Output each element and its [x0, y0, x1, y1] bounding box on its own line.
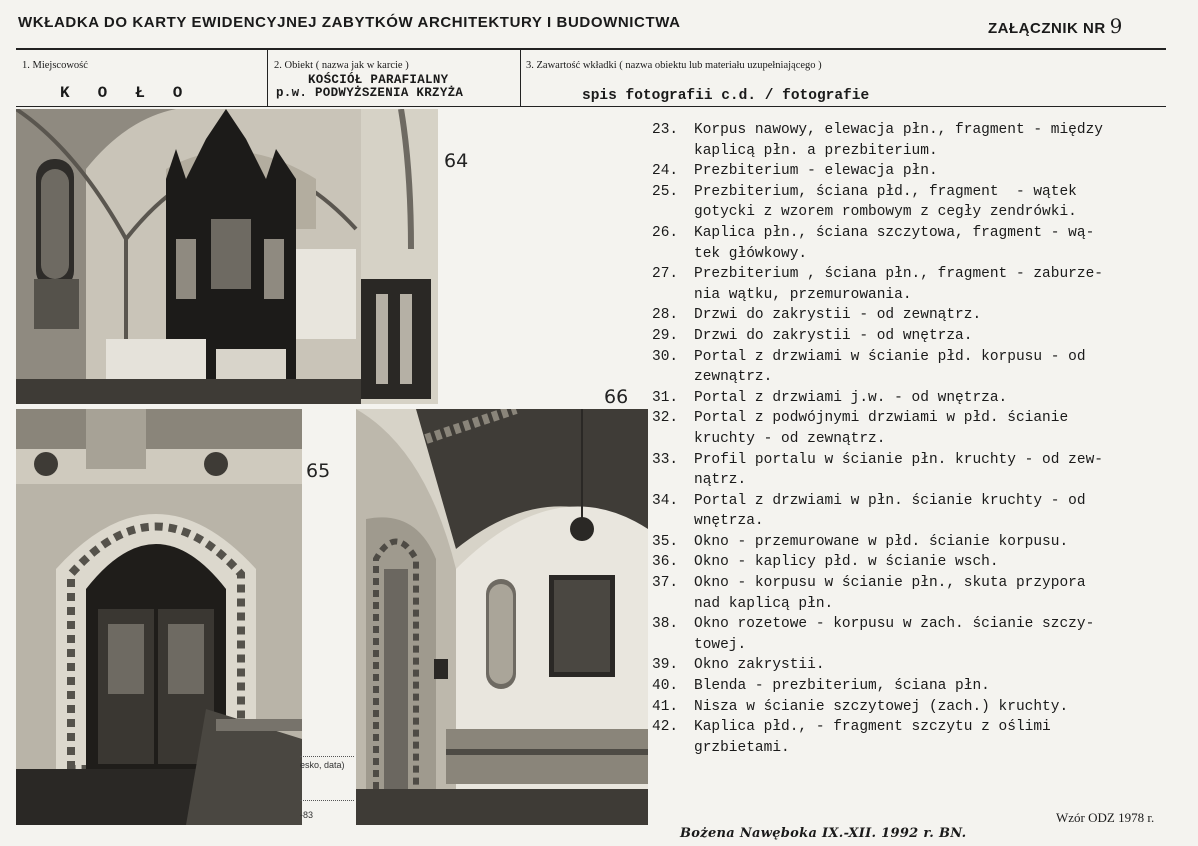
list-item — [652, 120, 1182, 161]
list-item — [652, 676, 1182, 697]
annex-label-text: ZAŁĄCZNIK NR — [988, 20, 1106, 37]
list-item — [652, 655, 1182, 676]
header-rule-bottom — [16, 106, 1166, 107]
list-item-text: Portal z podwójnymi drzwiami w płd. ścianie kruchty - od zewnątrz. — [694, 410, 1069, 447]
photo-number-65: 65 — [306, 460, 331, 482]
list-item — [652, 450, 1182, 491]
list-item-number: 32. — [652, 410, 679, 427]
photo-chancel-interior — [16, 109, 438, 404]
list-item-number: 34. — [652, 492, 679, 509]
photo-number-64: 64 — [444, 150, 469, 172]
list-item — [652, 697, 1182, 718]
list-item-text: Drzwi do zakrystii - od wnętrza. — [694, 327, 973, 344]
photo-portal-doors — [16, 409, 302, 825]
list-item-number: 39. — [652, 657, 679, 674]
list-item-text: Portal z drzwiami w ścianie płd. korpusu - od zewnątrz. — [694, 348, 1086, 386]
list-item — [652, 573, 1182, 614]
list-item-number: 33. — [652, 451, 679, 468]
list-item-text: Drzwi do zakrystii - od zewnątrz. — [694, 307, 982, 324]
list-item-text: Okno - przemurowane w płd. ścianie korpusu. — [694, 533, 1069, 550]
list-item-text: Blenda - prezbiterium, ściana płn. — [694, 678, 990, 695]
list-item — [652, 347, 1182, 388]
annex-label — [988, 14, 1123, 38]
header-rule-top — [16, 48, 1166, 50]
list-item-number: 36. — [652, 554, 679, 571]
photo-list — [652, 120, 1182, 758]
list-item-text: Portal z drzwiami w płn. ścianie kruchty - od wnętrza. — [694, 492, 1086, 530]
list-item — [652, 223, 1182, 264]
list-item — [652, 408, 1182, 449]
photo-number-66: 66 — [604, 386, 629, 408]
list-item-text: Prezbiterium , ściana płn., fragment - zaburze- nia wątku, przemurowania. — [694, 266, 1103, 303]
list-item — [652, 532, 1182, 553]
list-item — [652, 326, 1182, 347]
photo-chapel-interior — [356, 409, 648, 825]
contents-label: 3. Zawartość wkładki ( nazwa obiektu lub materiału uzupełniającego ) — [526, 60, 822, 71]
list-item-text: Okno zakrystii. — [694, 657, 825, 674]
list-item-text: Kaplica płn., ściana szczytowa, fragment - wą- tek główkowy. — [694, 224, 1095, 262]
list-item-text: Prezbiterium - elewacja płn. — [694, 163, 938, 180]
form-template-label: Wzór ODZ 1978 r. — [1056, 810, 1155, 825]
list-item — [652, 264, 1182, 305]
list-item — [652, 182, 1182, 223]
list-item-text: Korpus nawowy, elewacja płn., fragment - między kaplicą płn. a prezbiterium. — [694, 122, 1103, 159]
list-item-number: 28. — [652, 307, 679, 324]
contents-value: spis fotografii c.d. / fotografie — [582, 88, 870, 104]
location-value: KOŁO — [60, 84, 211, 102]
list-item-number: 35. — [652, 533, 679, 550]
location-label: 1. Miejscowość — [22, 60, 88, 71]
list-item-number: 29. — [652, 327, 679, 344]
field-divider-1 — [267, 48, 268, 106]
under-photo-year-fragment: -83 — [300, 810, 314, 820]
list-item-number: 40. — [652, 678, 679, 695]
dotted-line-1 — [300, 756, 354, 757]
annex-number: 9 — [1109, 14, 1123, 38]
list-item-number: 37. — [652, 575, 679, 592]
list-item-text: Prezbiterium, ściana płd., fragment - wątek gotycki z wzorem rombowym z cegły zendrówki. — [694, 183, 1077, 221]
field-divider-2 — [520, 48, 521, 106]
list-item — [652, 614, 1182, 655]
list-item-text: Profil portalu w ścianie płn. kruchty - od zew- nątrz. — [694, 451, 1103, 489]
list-item — [652, 552, 1182, 573]
object-label: 2. Obiekt ( nazwa jak w karcie ) — [274, 60, 409, 71]
list-item-text: Okno - korpusu w ścianie płn., skuta przypora nad kaplicą płn. — [694, 575, 1086, 612]
list-item-number: 38. — [652, 616, 679, 633]
object-value-line1: KOŚCIÓŁ PARAFIALNY — [308, 73, 449, 87]
list-item-number: 26. — [652, 224, 679, 241]
list-item-number: 30. — [652, 348, 679, 365]
list-item — [652, 717, 1182, 758]
list-item — [652, 388, 1182, 409]
list-item — [652, 491, 1182, 532]
list-item-text: Okno rozetowe - korpusu w zach. ścianie szczy- towej. — [694, 616, 1095, 653]
list-item-number: 42. — [652, 719, 679, 736]
object-value — [276, 74, 463, 100]
list-item — [652, 161, 1182, 182]
list-item-number: 31. — [652, 389, 679, 406]
handwritten-signature: Bożena Nawęboka IX.-XII. 1992 r. BN. — [680, 826, 967, 841]
list-item-text: Kaplica płd., - fragment szczytu z oślimi grzbietami. — [694, 719, 1051, 756]
list-item-text: Nisza w ścianie szczytowej (zach.) kruchty. — [694, 698, 1069, 715]
dotted-line-2 — [300, 800, 354, 801]
under-photo-data-fragment: esko, data) — [300, 760, 345, 770]
object-value-line2: p.w. PODWYŻSZENIA KRZYŻA — [276, 86, 464, 100]
list-item-number: 25. — [652, 183, 679, 200]
document-title: WKŁADKA DO KARTY EWIDENCYJNEJ ZABYTKÓW ARCHITEKTURY I BUDOWNICTWA — [18, 14, 681, 31]
list-item-text: Portal z drzwiami j.w. - od wnętrza. — [694, 389, 1008, 406]
list-item — [652, 305, 1182, 326]
list-item-number: 24. — [652, 163, 679, 180]
list-item-number: 27. — [652, 266, 679, 283]
list-item-number: 41. — [652, 698, 679, 715]
list-item-text: Okno - kaplicy płd. w ścianie wsch. — [694, 554, 999, 571]
list-item-number: 23. — [652, 122, 679, 138]
